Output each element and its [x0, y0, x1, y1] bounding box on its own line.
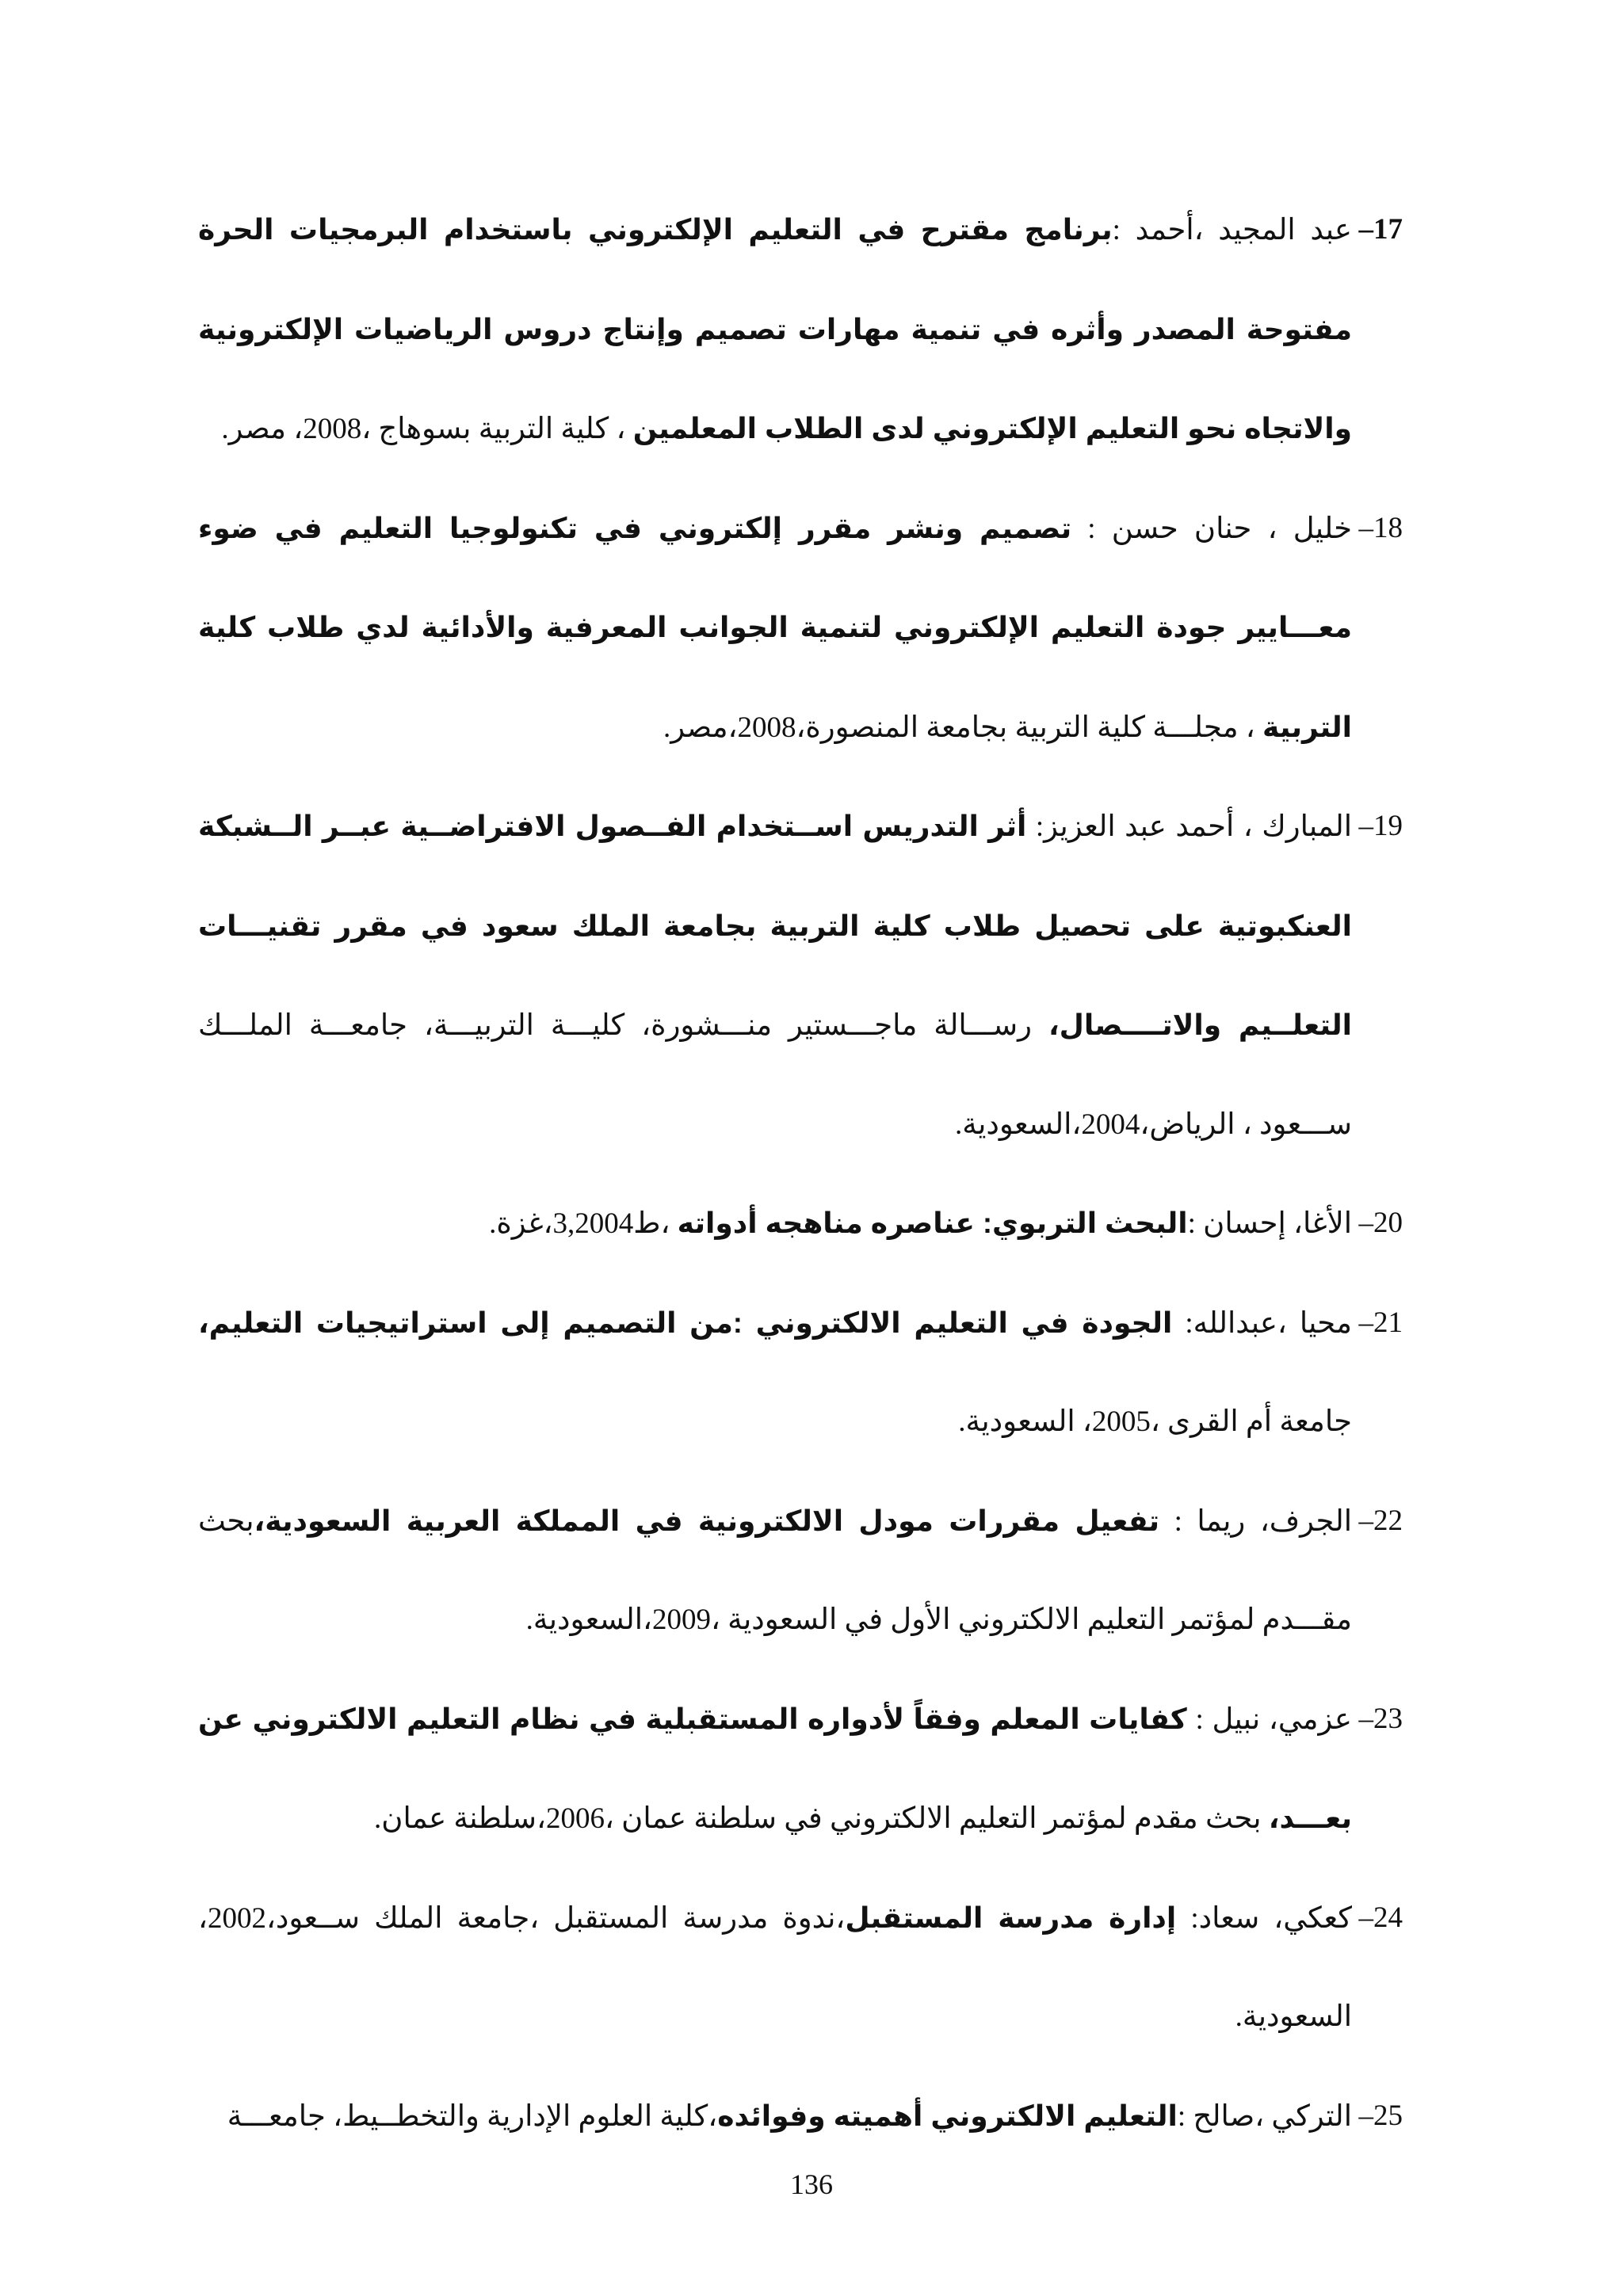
reference-text: بحث مقـــدم لمؤتمر التعليم الالكتروني الأول في السعودية ،2009،السعودية.: [198, 1505, 1352, 1636]
reference-text: ، كلية التربية بسوهاج ،2008، مصر.: [221, 413, 633, 445]
reference-entry: [198, 1869, 1403, 2067]
reference-number: –17: [1358, 213, 1403, 246]
reference-number: –21: [1358, 1306, 1403, 1339]
reference-text: التركي ،صالح :: [1177, 2100, 1352, 2133]
reference-entry: [198, 1472, 1403, 1670]
reference-entry: [198, 1670, 1403, 1869]
reference-text: كعكي، سعاد:: [1176, 1901, 1352, 1935]
reference-entry: [198, 1174, 1403, 1274]
reference-text: بحث مقدم لمؤتمر التعليم الالكتروني في سلطنة عمان ،2006،سلطنة عمان.: [374, 1802, 1269, 1835]
reference-text: عبد المجيد ،أحمد :: [1112, 214, 1353, 246]
reference-title: تصميم ونشر مقرر إلكتروني في تكنولوجيا التعليم في ضوء معـــايير جودة التعليم الإلكتروني لتنمية الجوانب المعرفية والأدائية لدي طلاب كلية التربية: [198, 511, 1352, 743]
reference-text: ،كلية العلوم الإدارية والتخطــيط، جامعـــة: [227, 2100, 718, 2133]
reference-entry: [198, 479, 1403, 778]
page-number: 136: [790, 2168, 833, 2200]
reference-title: البحث التربوي: عناصره مناهجه أدواته: [677, 1207, 1188, 1239]
reference-text: جامعة أم القرى ،2005، السعودية.: [958, 1405, 1352, 1438]
references-list: [198, 181, 1403, 2166]
reference-entry: [198, 777, 1403, 1174]
reference-text: محيا ،عبدالله:: [1172, 1306, 1352, 1340]
reference-number: –24: [1358, 1901, 1403, 1934]
reference-text: المبارك ، أحمد عبد العزيز:: [1026, 810, 1352, 843]
reference-number: –20: [1358, 1207, 1403, 1239]
reference-title: أثر التدريس اســتخدام الفــصول الافتراضــية عبــر الــشبكة العنكبوتية على تحصيل طلاب كلية التربية بجامعة الملك سعود في مقرر تقنيـــات التعلــيم والاتــــصال،: [198, 810, 1352, 1041]
reference-title: الجودة في التعليم الالكتروني :من التصميم إلى استراتيجيات التعليم،: [198, 1306, 1173, 1339]
reference-entry: [198, 2067, 1403, 2167]
reference-text: الأغا، إحسان :: [1187, 1207, 1352, 1240]
reference-number: –19: [1358, 810, 1403, 842]
reference-title: كفايات المعلم وفقاً لأدواره المستقبلية في نظام التعليم الالكتروني عن بعـــد،: [198, 1702, 1352, 1834]
reference-title: برنامج مقترح في التعليم الإلكتروني باستخدام البرمجيات الحرة مفتوحة المصدر وأثره في تنمية مهارات تصميم وإنتاج دروس الرياضيات الإلكترونية والاتجاه نحو التعليم الإلكتروني لدى الطلاب المعلمين: [198, 213, 1353, 444]
reference-title: التعليم الالكتروني أهميته وفوائده: [717, 2099, 1178, 2132]
reference-title: إدارة مدرسة المستقبل: [845, 1901, 1177, 1934]
reference-text: عزمي، نبيل :: [1186, 1703, 1352, 1736]
reference-number: –22: [1358, 1504, 1403, 1537]
reference-text: ،ندوة مدرسة المستقبل ،جامعة الملك ســعود،2002، السعودية.: [198, 1901, 1352, 2033]
reference-title: تفعيل مقررات مودل الالكترونية في المملكة العربية السعودية،: [254, 1504, 1159, 1537]
reference-number: –18: [1358, 511, 1403, 544]
reference-text: ، مجلـــة كلية التربية بجامعة المنصورة،2008،مصر.: [663, 711, 1262, 744]
reference-text: رســـالة ماجـــستير منـــشورة، كليـــة التربيـــة، جامعـــة الملـــك ســـعود ، الرياض،2004،السعودية.: [198, 1009, 1352, 1141]
reference-text: ،ط3,2004،غزة.: [489, 1207, 678, 1240]
reference-entry: [198, 181, 1403, 479]
reference-number: –25: [1358, 2099, 1403, 2132]
reference-text: الجرف، ريما :: [1159, 1505, 1352, 1538]
reference-entry: [198, 1274, 1403, 1472]
reference-text: خليل ، حنان حسن :: [1071, 512, 1353, 545]
reference-number: –23: [1358, 1702, 1403, 1735]
